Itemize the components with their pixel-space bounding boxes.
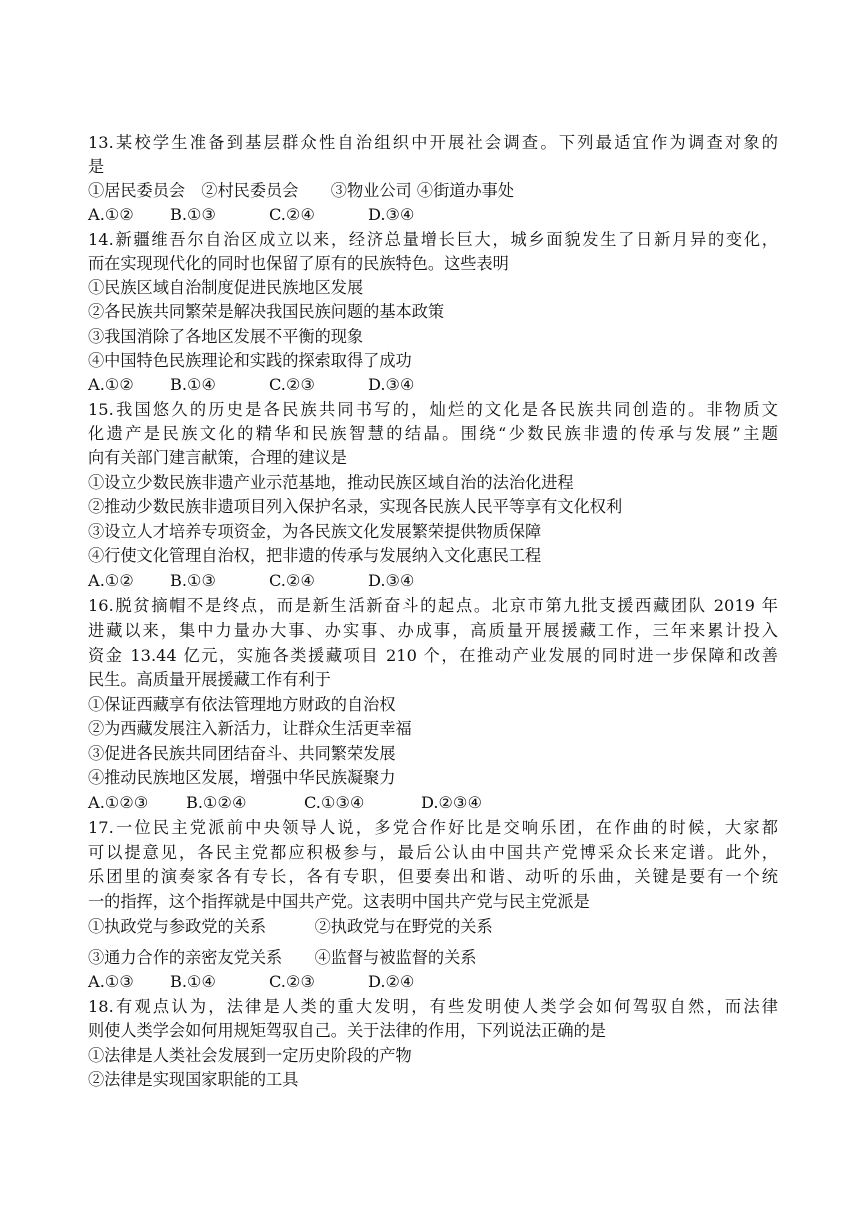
q17-stem-line-3: 乐团里的演奏家各有专长，各有专职，但要奏出和谐、动听的乐曲，关键是要有一个统 — [88, 867, 778, 886]
q14-item-3: ③我国消除了各地区发展不平衡的现象 — [88, 327, 364, 346]
q16-item-4: ④推动民族地区发展，增强中华民族凝聚力 — [88, 768, 396, 787]
q13-option-d[interactable]: D.③④ — [368, 205, 415, 224]
q15-stem-line-1: 15.我国悠久的历史是各民族共同书写的，灿烂的文化是各民族共同创造的。非物质文 — [88, 400, 778, 419]
q16-options — [88, 791, 482, 815]
q17-items-row-1: ①执政党与参政党的关系 ②执政党与在野党的关系 — [88, 917, 493, 936]
q15-options — [88, 569, 415, 593]
q15-option-c[interactable]: C.②④ — [269, 571, 315, 590]
q14-options — [88, 373, 415, 397]
q13-option-a[interactable]: A.①② — [88, 205, 134, 224]
q17-options — [88, 970, 415, 994]
q14-item-2: ②各民族共同繁荣是解决我国民族问题的基本政策 — [88, 302, 445, 321]
q13-option-b[interactable]: B.①③ — [170, 205, 217, 224]
q14-option-a[interactable]: A.①② — [88, 375, 134, 394]
q14-option-d[interactable]: D.③④ — [368, 375, 415, 394]
q15-option-b[interactable]: B.①③ — [170, 571, 217, 590]
q15-item-3: ③设立人才培养专项资金，为各民族文化发展繁荣提供物质保障 — [88, 522, 542, 541]
q13-stem-line-2: 是 — [88, 157, 105, 176]
q13-stem-line-1: 13.某校学生准备到基层群众性自治组织中开展社会调查。下列最适宜作为调查对象的 — [88, 133, 778, 152]
q16-item-1: ①保证西藏享有依法管理地方财政的自治权 — [88, 695, 396, 714]
q15-stem-line-2: 化遗产是民族文化的精华和民族智慧的结晶。围绕“少数民族非遗的传承与发展”主题 — [88, 424, 778, 443]
q17-stem-line-2: 可以提意见，各民主党都应积极参与，最后公认由中国共产党博采众长来定谱。此外， — [88, 843, 778, 862]
q16-stem-line-4: 民生。高质量开展援藏工作有利于 — [88, 670, 331, 689]
q16-option-a[interactable]: A.①②③ — [88, 793, 149, 812]
q16-item-2: ②为西藏发展注入新活力，让群众生活更幸福 — [88, 719, 412, 738]
q16-option-d[interactable]: D.②③④ — [421, 793, 483, 812]
q17-option-a[interactable]: A.①③ — [88, 972, 134, 991]
q14-stem-line-2: 而在实现现代化的同时也保留了原有的民族特色。这些表明 — [88, 254, 509, 273]
q13-option-c[interactable]: C.②④ — [269, 205, 315, 224]
q17-items-row-2: ③通力合作的亲密友党关系 ④监督与被监督的关系 — [88, 948, 477, 967]
q13-options — [88, 203, 415, 227]
q14-stem-line-1: 14.新疆维吾尔自治区成立以来，经济总量增长巨大，城乡面貌发生了日新月异的变化， — [88, 230, 778, 249]
q17-stem-line-4: 一的指挥，这个指挥就是中国共产党。这表明中国共产党与民主党派是 — [88, 892, 590, 911]
q15-stem-line-3: 向有关部门建言献策，合理的建议是 — [88, 448, 347, 467]
q15-item-4: ④行使文化管理自治权，把非遗的传承与发展纳入文化惠民工程 — [88, 546, 542, 565]
q14-item-1: ①民族区域自治制度促进民族地区发展 — [88, 278, 364, 297]
q14-item-4: ④中国特色民族理论和实践的探索取得了成功 — [88, 351, 412, 370]
q17-stem-line-1: 17.一位民主党派前中央领导人说，多党合作好比是交响乐团，在作曲的时候，大家都 — [88, 818, 778, 837]
q16-stem-line-2: 进藏以来，集中力量办大事、办实事、办成事，高质量开展援藏工作，三年来累计投入 — [88, 621, 778, 640]
q16-stem-line-1: 16.脱贫摘帽不是终点，而是新生活新奋斗的起点。北京市第九批支援西藏团队 2019 年 — [88, 596, 778, 615]
q18-stem-line-2: 则使人类学会如何用规矩驾驭自己。关于法律的作用，下列说法正确的是 — [88, 1021, 606, 1040]
q15-item-1: ①设立少数民族非遗产业示范基地，推动民族区域自治的法治化进程 — [88, 473, 574, 492]
q18-item-2: ②法律是实现国家职能的工具 — [88, 1070, 299, 1089]
q13-items: ①居民委员会 ②村民委员会 ③物业公司 ④街道办事处 — [88, 181, 515, 200]
q15-option-d[interactable]: D.③④ — [368, 571, 415, 590]
q15-item-2: ②推动少数民族非遗项目列入保护名录，实现各民族人民平等享有文化权利 — [88, 497, 623, 516]
q14-option-b[interactable]: B.①④ — [170, 375, 217, 394]
q14-option-c[interactable]: C.②③ — [269, 375, 315, 394]
q17-option-c[interactable]: C.②③ — [269, 972, 315, 991]
q16-option-b[interactable]: B.①②④ — [186, 793, 247, 812]
q16-stem-line-3: 资金 13.44 亿元，实施各类援藏项目 210 个，在推动产业发展的同时进一步保障和改善 — [88, 646, 778, 665]
q18-stem-line-1: 18.有观点认为，法律是人类的重大发明，有些发明使人类学会如何驾驭自然，而法律 — [88, 997, 778, 1016]
q18-item-1: ①法律是人类社会发展到一定历史阶段的产物 — [88, 1046, 412, 1065]
q16-option-c[interactable]: C.①③④ — [304, 793, 365, 812]
q15-option-a[interactable]: A.①② — [88, 571, 134, 590]
q16-item-3: ③促进各民族共同团结奋斗、共同繁荣发展 — [88, 744, 396, 763]
q17-option-d[interactable]: D.②④ — [368, 972, 415, 991]
q17-option-b[interactable]: B.①④ — [170, 972, 217, 991]
